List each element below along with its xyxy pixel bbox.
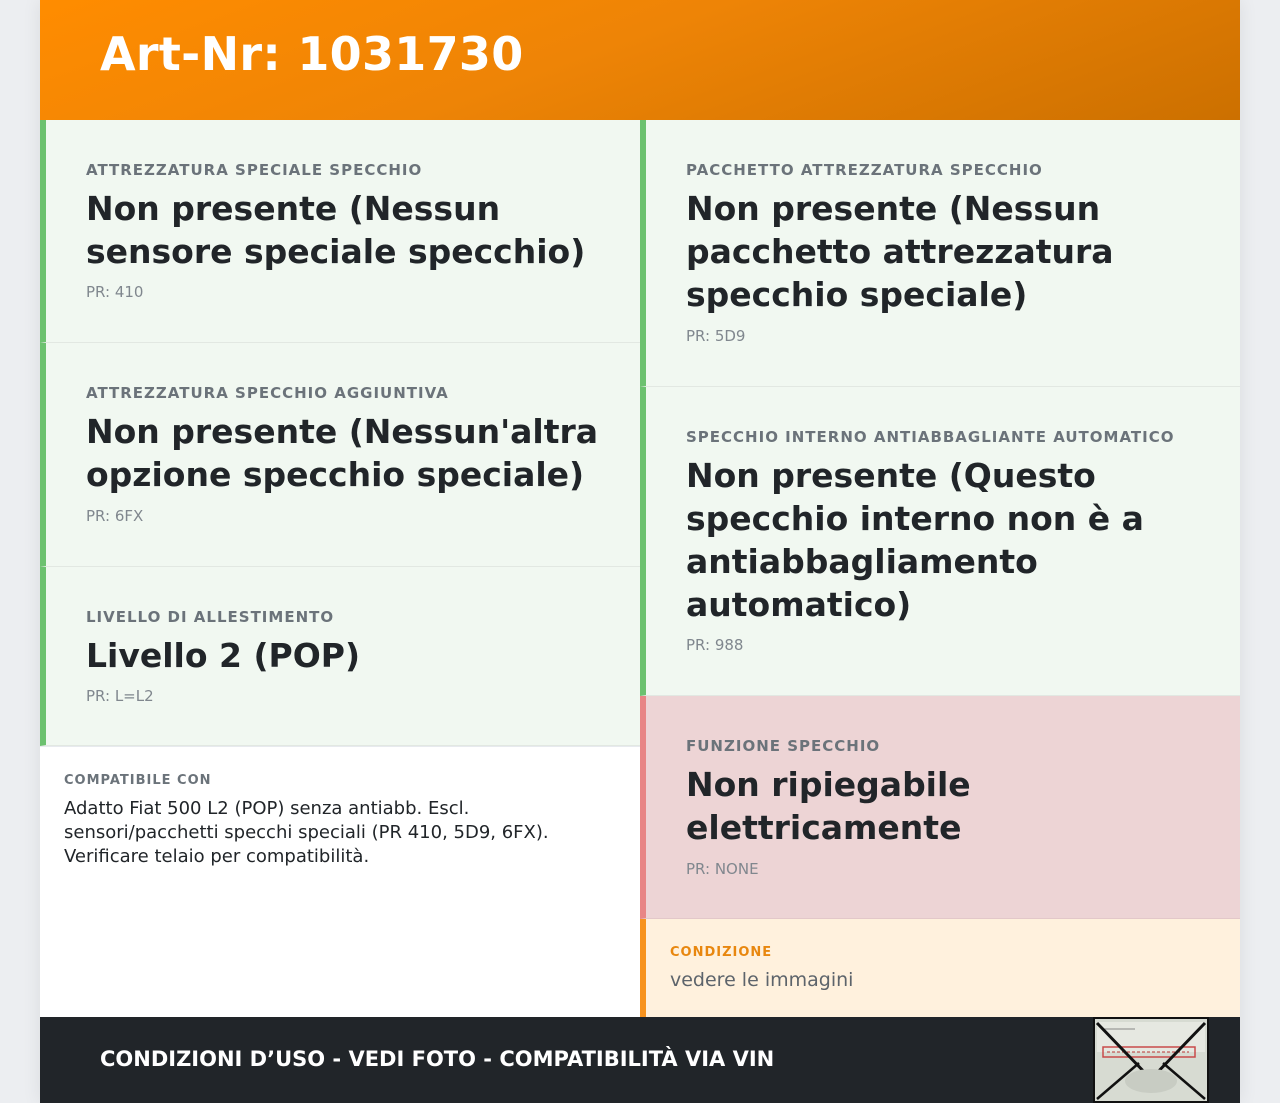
compatibility-section — [40, 746, 640, 1017]
feature-card-mirror-function — [640, 696, 1240, 919]
pr-code: PR: 6FX — [86, 507, 144, 525]
feature-value: Non presente (Nessun sensore speciale specchio) — [86, 189, 586, 271]
feature-card-special-mirror-equipment — [40, 120, 640, 343]
feature-label: SPECCHIO INTERNO ANTIABBAGLIANTE AUTOMATICO — [686, 428, 1175, 446]
feature-value: Livello 2 (POP) — [86, 636, 361, 675]
feature-card-trim-level — [40, 567, 640, 746]
feature-value: Non presente (Nessun'altra opzione specchio speciale) — [86, 412, 599, 494]
condition-section — [640, 919, 1240, 1017]
pr-code: PR: 5D9 — [686, 327, 746, 345]
product-sheet — [40, 0, 1240, 1103]
feature-card-mirror-equipment-package — [640, 120, 1240, 387]
pr-code: PR: 988 — [686, 636, 744, 654]
feature-value: Non presente (Questo specchio interno non è a antiabbagliamento automatico) — [686, 456, 1144, 624]
feature-value: Non ripiegabile elettricamente — [686, 765, 971, 847]
envelope-photo-icon — [1095, 1019, 1207, 1101]
header-bar — [40, 0, 1240, 120]
feature-label: LIVELLO DI ALLESTIMENTO — [86, 608, 335, 626]
pr-code: PR: 410 — [86, 283, 144, 301]
pr-code: PR: L=L2 — [86, 687, 154, 705]
footer-bar — [40, 1017, 1240, 1103]
feature-label: ATTREZZATURA SPECIALE SPECCHIO — [86, 161, 423, 179]
pr-code: PR: NONE — [686, 860, 759, 878]
footer-terms-text: CONDIZIONI D’USO - VEDI FOTO - COMPATIBILITÀ VIA VIN — [100, 1047, 775, 1071]
feature-value: Non presente (Nessun pacchetto attrezzatura specchio speciale) — [686, 189, 1114, 314]
feature-label: PACCHETTO ATTREZZATURA SPECCHIO — [686, 161, 1043, 179]
feature-card-additional-mirror-equipment — [40, 343, 640, 567]
article-number-title: Art-Nr: 1031730 — [100, 27, 524, 81]
compatibility-label: COMPATIBILE CON — [64, 773, 212, 788]
feature-card-auto-dimming-mirror — [640, 387, 1240, 696]
feature-label: ATTREZZATURA SPECCHIO AGGIUNTIVA — [86, 384, 449, 402]
feature-label: FUNZIONE SPECCHIO — [686, 737, 881, 755]
condition-value: vedere le immagini — [670, 969, 854, 991]
vin-photo-thumbnail[interactable] — [1093, 1017, 1209, 1103]
condition-label: CONDIZIONE — [670, 945, 773, 960]
compatibility-text: Adatto Fiat 500 L2 (POP) senza antiabb. Escl. sensori/pacchetti specchi speciali (PR 410, 5D9, 6FX). Verificare telaio per compatibilità. — [64, 798, 549, 867]
